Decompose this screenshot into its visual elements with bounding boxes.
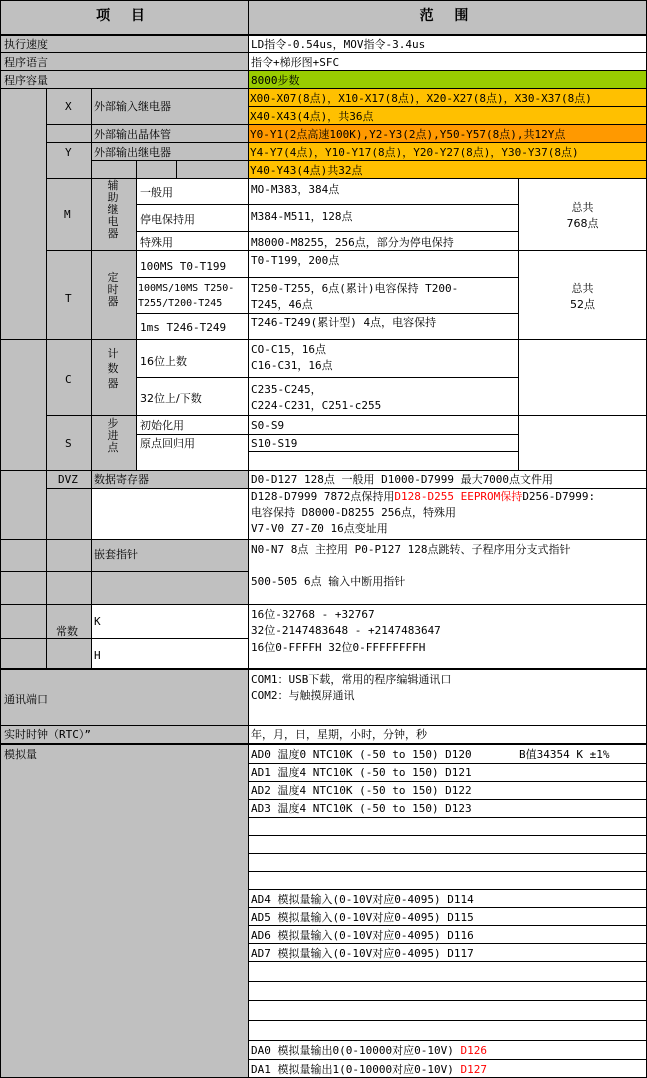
constant-h: H — [94, 649, 101, 662]
m-special-range: M8000-M8255，256点，部分为停电保持 — [251, 236, 454, 249]
header-range: 范 围 — [419, 8, 477, 24]
speed-label: 执行速度 — [4, 38, 48, 51]
ad3: AD3 温度4 NTC10K (-50 to 150) D123 — [251, 802, 472, 815]
t-vlabel: 定 时 器 — [107, 271, 119, 308]
m-general-range: MO-M383，384点 — [251, 183, 340, 196]
constant-h-1: 16位0-FFFFH 32位0-FFFFFFFFH — [251, 641, 426, 654]
m-special-label: 特殊用 — [140, 236, 173, 249]
t-r2-label-a: 100MS/10MS T250- — [138, 283, 235, 294]
c-r1-label: 16位上数 — [140, 355, 187, 368]
transistor-label: 外部输出晶体管 — [94, 128, 171, 141]
constant-k-2: 32位-2147483648 - +2147483647 — [251, 624, 441, 637]
s-code: S — [65, 437, 72, 450]
m-vlabel: 辅 助 继 电 器 — [107, 179, 119, 240]
t-r1-label: 100MS T0-T199 — [140, 260, 227, 273]
dvz-label: 数据寄存器 — [94, 473, 149, 486]
y-label: 外部输出继电器 — [94, 146, 171, 159]
t-total-1: 总共 — [571, 282, 594, 295]
ad4: AD4 模拟量输入(0-10V对应0-4095) D114 — [251, 893, 474, 906]
m-total-2: 768点 — [566, 217, 599, 230]
x-range-1: X00-X07(8点)，X10-X17(8点)，X20-X27(8点)，X30-X37(8点) — [250, 92, 592, 105]
t-r2-range-b: T245，46点 — [251, 298, 313, 311]
t-r2-label-b: T255/T200-T245 — [138, 298, 223, 309]
c-r2-range-b: C224-C231，C251-c255 — [251, 399, 382, 412]
ad5: AD5 模拟量输入(0-10V对应0-4095) D115 — [251, 911, 474, 924]
dvz-range-2-line3: V7-V0 Z7-Z0 16点变址用 — [251, 522, 388, 535]
s-r1-label: 初始化用 — [140, 419, 184, 432]
y-code: Y — [65, 146, 72, 159]
ad0-bvalue: B值34354 K ±1% — [519, 748, 610, 761]
x-range-2: X40-X43(4点)，共36点 — [250, 110, 374, 123]
dvz-range-1: D0-D127 128点 一般用 D1000-D7999 最大7000点文件用 — [251, 473, 554, 486]
t-r2-range-a: T250-T255，6点(累计)电容保持 T200- — [251, 282, 459, 295]
c-r2-label: 32位上/下数 — [140, 392, 202, 405]
t-r1-range: T0-T199，200点 — [251, 254, 340, 267]
c-code: C — [65, 373, 72, 386]
comm-line-2: COM2：与触摸屏通讯 — [251, 689, 355, 702]
transistor-range: Y0-Y1(2点高速100K),Y2-Y3(2点),Y50-Y57(8点),共12Y点 — [250, 128, 566, 141]
constant-label: 常数 — [56, 625, 78, 638]
dvz-code: DVZ — [58, 473, 78, 486]
m-total-1: 总共 — [571, 201, 594, 214]
c-r1-range-b: C16-C31，16点 — [251, 359, 333, 372]
capacity-green — [249, 71, 647, 89]
c-vlabel: 计 数 器 — [107, 347, 119, 390]
y-range-2: Y40-Y43(4点)共32点 — [250, 164, 363, 177]
t-code: T — [65, 292, 72, 305]
constant-k-1: 16位-32768 - +32767 — [251, 608, 375, 621]
header-item: 项 目 — [96, 8, 153, 24]
ad6: AD6 模拟量输入(0-10V对应0-4095) D116 — [251, 929, 474, 942]
x-code: X — [65, 100, 72, 113]
comm-label: 通讯端口 — [4, 693, 48, 706]
left-gray-1 — [0, 89, 46, 339]
capacity-label: 程序容量 — [4, 74, 48, 87]
m-general-label: 一般用 — [140, 186, 173, 199]
lang-value: 指令+梯形图+SFC — [251, 56, 340, 69]
m-retain-label: 停电保持用 — [140, 213, 195, 226]
ad2: AD2 温度4 NTC10K (-50 to 150) D122 — [251, 784, 472, 797]
lang-label: 程序语言 — [4, 56, 48, 69]
ad7: AD7 模拟量输入(0-10V对应0-4095) D117 — [251, 947, 474, 960]
pointer-label: 嵌套指针 — [94, 548, 138, 561]
da0: DA0 模拟量输出0(0-10000对应0-10V) D126 — [251, 1044, 487, 1057]
pointer-range-2: 500-505 6点 输入中断用指针 — [251, 575, 406, 588]
comm-line-1: COM1：USB下载，常用的程序编辑通讯口 — [251, 673, 452, 686]
s-vlabel: 步 进 点 — [107, 417, 119, 454]
y-range-1: Y4-Y7(4点)，Y10-Y17(8点)，Y20-Y27(8点)，Y30-Y37(8点) — [250, 146, 579, 159]
da1: DA1 模拟量输出1(0-10000对应0-10V) D127 — [251, 1063, 487, 1076]
pointer-range-1: N0-N7 8点 主控用 P0-P127 128点跳转、子程序用分支式指针 — [251, 543, 571, 556]
m-retain-range: M384-M511，128点 — [251, 210, 353, 223]
c-r2-range-a: C235-C245， — [251, 383, 322, 396]
s-r2-range: S10-S19 — [251, 437, 298, 450]
c-r1-range-a: CO-C15，16点 — [251, 343, 326, 356]
constant-k: K — [94, 615, 101, 628]
s-r1-range: S0-S9 — [251, 419, 285, 432]
ad0: AD0 温度0 NTC10K (-50 to 150) D120 — [251, 748, 472, 761]
t-r3-range: T246-T249(累计型) 4点，电容保持 — [251, 316, 437, 329]
dvz-range-2: D128-D7999 7872点保持用D128-D255 EEPROM保持D256-D7999: — [251, 490, 596, 503]
speed-value: LD指令-0.54us，MOV指令-3.4us — [251, 38, 426, 51]
rtc-label: 实时时钟（RTC）” — [4, 728, 91, 741]
s-r2-label: 原点回归用 — [140, 437, 195, 450]
m-code: M — [64, 208, 71, 221]
t-total-2: 52点 — [570, 298, 595, 311]
ad1: AD1 温度4 NTC10K (-50 to 150) D121 — [251, 766, 472, 779]
x-label: 外部输入继电器 — [94, 100, 171, 113]
t-r3-label: 1ms T246-T249 — [140, 321, 227, 334]
dvz-range-2-line2: 电容保持 D8000-D8255 256点，特殊用 — [251, 506, 456, 519]
analog-label: 模拟量 — [4, 748, 37, 761]
analog-bg — [0, 745, 249, 1078]
rtc-value: 年，月，日，星期，小时，分钟，秒 — [251, 728, 427, 741]
capacity-value: 8000步数 — [251, 74, 300, 87]
